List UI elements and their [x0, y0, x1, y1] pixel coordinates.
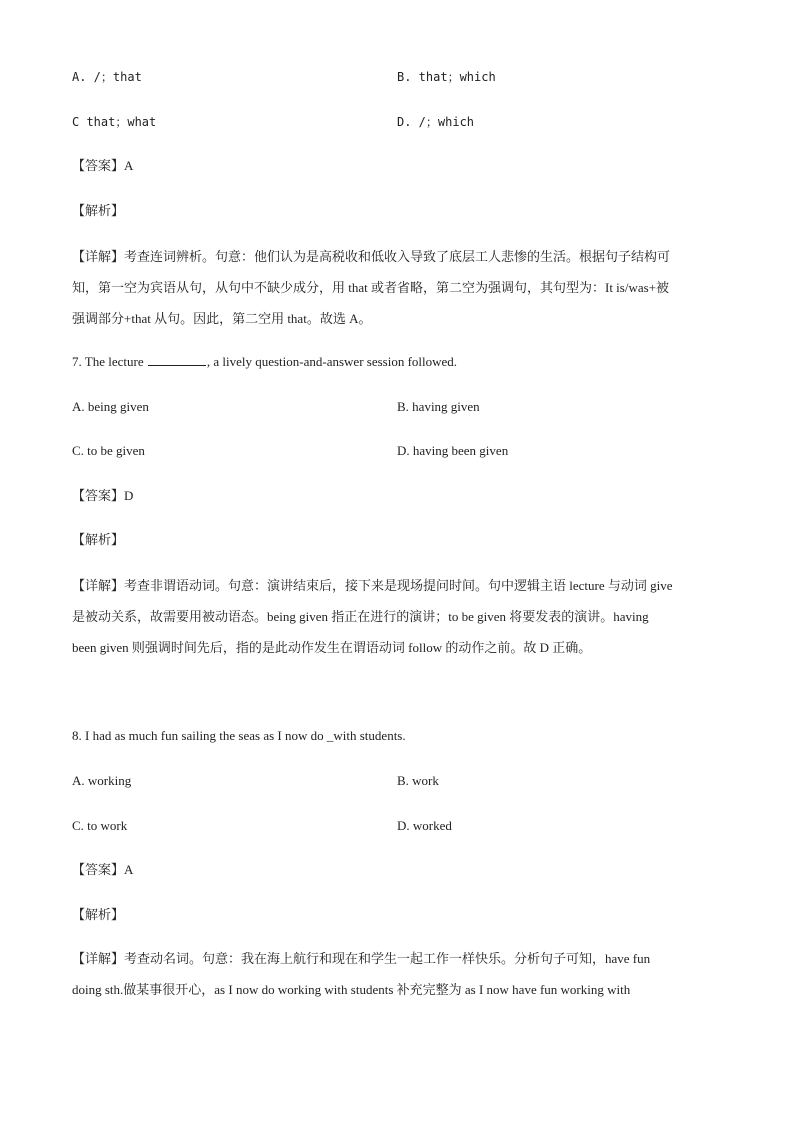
- q6-option-a: A. /；that: [72, 70, 142, 84]
- q8-option-d: D. worked: [397, 818, 452, 833]
- q6-option-c: C that；what: [72, 115, 157, 129]
- q7-blank: [148, 353, 206, 366]
- q8-detail-line: 【详解】考查动名词。句意：我在海上航行和现在和学生一起工作一样快乐。分析句子可知，have fun: [72, 951, 651, 966]
- q7-option-c: C. to be given: [72, 443, 145, 458]
- q8-detail-line: doing sth.做某事很开心，as I now do working with students 补充完整为 as I now have fun working with: [72, 982, 631, 997]
- q8-answer: 【答案】A: [72, 862, 134, 877]
- q7-stem-after: , a lively question-and-answer session followed.: [206, 354, 458, 369]
- q7-stem-before: 7. The lecture: [72, 354, 147, 369]
- q7-detail-line: 是被动关系，故需要用被动语态。being given 指正在进行的演讲；to be given 将要发表的演讲。having: [72, 609, 649, 624]
- q6-answer: 【答案】A: [72, 158, 134, 173]
- q6-detail-line: 强调部分+that 从句。因此，第二空用 that。故选 A。: [72, 311, 372, 326]
- q6-option-b: B. that；which: [397, 70, 496, 84]
- q8-detail: [72, 943, 724, 1005]
- q7-option-b: B. having given: [397, 399, 480, 414]
- q7-answer: 【答案】D: [72, 488, 134, 503]
- q6-analysis-label: 【解析】: [72, 203, 125, 218]
- q6-detail: [72, 241, 724, 334]
- q6-detail-line: 知，第一空为宾语从句，从句中不缺少成分，用 that 或者省略，第二空为强调句，其句型为：It is/was+被: [72, 280, 670, 295]
- q7-option-d: D. having been given: [397, 443, 509, 458]
- q8-analysis-label: 【解析】: [72, 907, 125, 922]
- q8-option-b: B. work: [397, 773, 439, 788]
- q7-analysis-label: 【解析】: [72, 532, 125, 547]
- q7-option-a: A. being given: [72, 399, 149, 414]
- q6-detail-line: 【详解】考查连词辨析。句意：他们认为是高税收和低收入导致了底层工人悲惨的生活。根据句子结构可: [72, 249, 671, 264]
- q6-option-d: D. /；which: [397, 115, 475, 129]
- q7-detail: [72, 570, 724, 663]
- q8-stem: 8. I had as much fun sailing the seas as I now do _with students.: [72, 728, 406, 743]
- q7-detail-line: been given 则强调时间先后，指的是此动作发生在谓语动词 follow 的动作之前。故 D 正确。: [72, 640, 592, 655]
- q7-detail-line: 【详解】考查非谓语动词。句意：演讲结束后，接下来是现场提问时间。句中逻辑主语 lecture 与动词 give: [72, 578, 673, 593]
- q8-option-c: C. to work: [72, 818, 128, 833]
- q7-stem: [72, 353, 457, 371]
- q8-option-a: A. working: [72, 773, 132, 788]
